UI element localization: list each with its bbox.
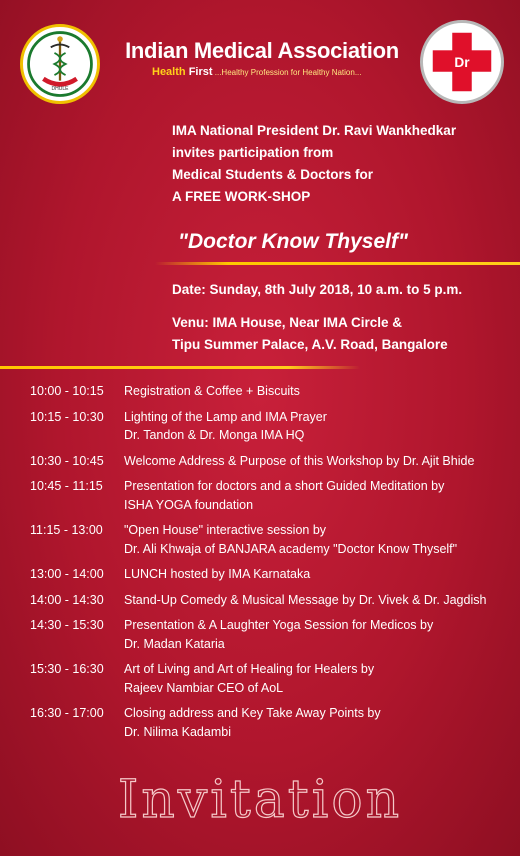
schedule-time: 10:15 - 10:30 [30,409,104,424]
gold-divider-bottom [0,366,360,369]
schedule-row [30,616,510,653]
schedule-line: Closing address and Key Take Away Points by [124,706,381,720]
intro-line: invites participation from [172,145,334,160]
org-title: Indian Medical Association [125,38,399,63]
event-date: Date: Sunday, 8th July 2018, 10 a.m. to 5 p.m. [172,282,463,297]
schedule-description [124,660,510,697]
schedule-description [124,591,510,610]
schedule-row [30,382,510,401]
schedule-description [124,616,510,653]
schedule-line: Rajeev Nambiar CEO of AoL [124,680,284,695]
venue-line: Tipu Summer Palace, A.V. Road, Bangalore [172,337,448,352]
schedule-row [30,452,510,471]
schedule-row [30,704,510,741]
schedule-description [124,704,510,741]
schedule-line: Stand-Up Comedy & Musical Message by Dr. Vivek & Dr. Jagdish [124,592,487,607]
schedule-line: Registration & Coffee + Biscuits [124,384,300,398]
venue-line: Venu: IMA House, Near IMA Circle & [172,315,403,330]
schedule-row [30,565,510,584]
schedule-line: ISHA YOGA foundation [124,497,254,512]
schedule-time: 15:30 - 16:30 [30,662,104,676]
intro-line: Medical Students & Doctors for [172,167,374,182]
schedule-row [30,591,510,610]
emblem-caption: DHULE [51,86,69,92]
schedule-line: Dr. Tandon & Dr. Monga IMA HQ [124,428,305,442]
intro-line: IMA National President Dr. Ravi Wankhedkar [172,123,457,138]
doctor-cross-logo [420,20,504,104]
schedule-description [124,408,510,445]
schedule-description [124,565,510,584]
tagline-first: First [188,66,213,78]
schedule-line: Presentation for doctors and a short Guided Meditation by [124,479,445,493]
schedule-time: 16:30 - 17:00 [30,706,104,720]
schedule-time: 13:00 - 14:00 [30,567,104,581]
schedule-row [30,660,510,697]
intro-block [172,120,502,208]
schedule-description [124,382,510,401]
schedule-line: Dr. Madan Kataria [124,636,225,651]
gold-divider-top [155,262,520,265]
intro-line: A FREE WORK-SHOP [172,189,311,204]
invitation-heading: Invitation [117,770,403,830]
schedule-description [124,477,510,514]
schedule-line: LUNCH hosted by IMA Karnataka [124,567,311,581]
schedule-time: 14:30 - 15:30 [30,618,104,632]
schedule-time: 10:45 - 11:15 [30,479,103,493]
schedule-time: 14:00 - 14:30 [30,592,104,607]
red-cross-icon [423,23,501,101]
org-tagline [152,66,362,78]
schedule-description [124,452,510,471]
schedule-description [124,521,510,558]
schedule-row [30,521,510,558]
schedule-line: Dr. Ali Khwaja of BANJARA academy "Doctor Know Thyself" [124,541,458,556]
tagline-rest: ...Healthy Profession for Healthy Nation... [214,68,362,77]
schedule-line: Lighting of the Lamp and IMA Prayer [124,409,327,424]
schedule-row [30,477,510,514]
schedule-line: Dr. Nilima Kadambi [124,724,231,739]
schedule-time: 11:15 - 13:00 [30,523,103,537]
schedule-line: "Open House" interactive session by [124,523,327,537]
cross-label: Dr [454,54,470,70]
ima-emblem-logo [20,24,100,104]
workshop-title: "Doctor Know Thyself" [178,230,408,253]
schedule-time: 10:00 - 10:15 [30,384,104,398]
schedule-line: Art of Living and Art of Healing for Healers by [124,662,375,676]
schedule-row [30,408,510,445]
event-venue [172,312,512,356]
schedule-list [30,382,510,741]
tagline-health: Health [152,66,186,78]
schedule-line: Presentation & A Laughter Yoga Session for Medicos by [124,618,434,632]
schedule-line: Welcome Address & Purpose of this Workshop by Dr. Ajit Bhide [124,453,475,468]
schedule-time: 10:30 - 10:45 [30,453,104,468]
